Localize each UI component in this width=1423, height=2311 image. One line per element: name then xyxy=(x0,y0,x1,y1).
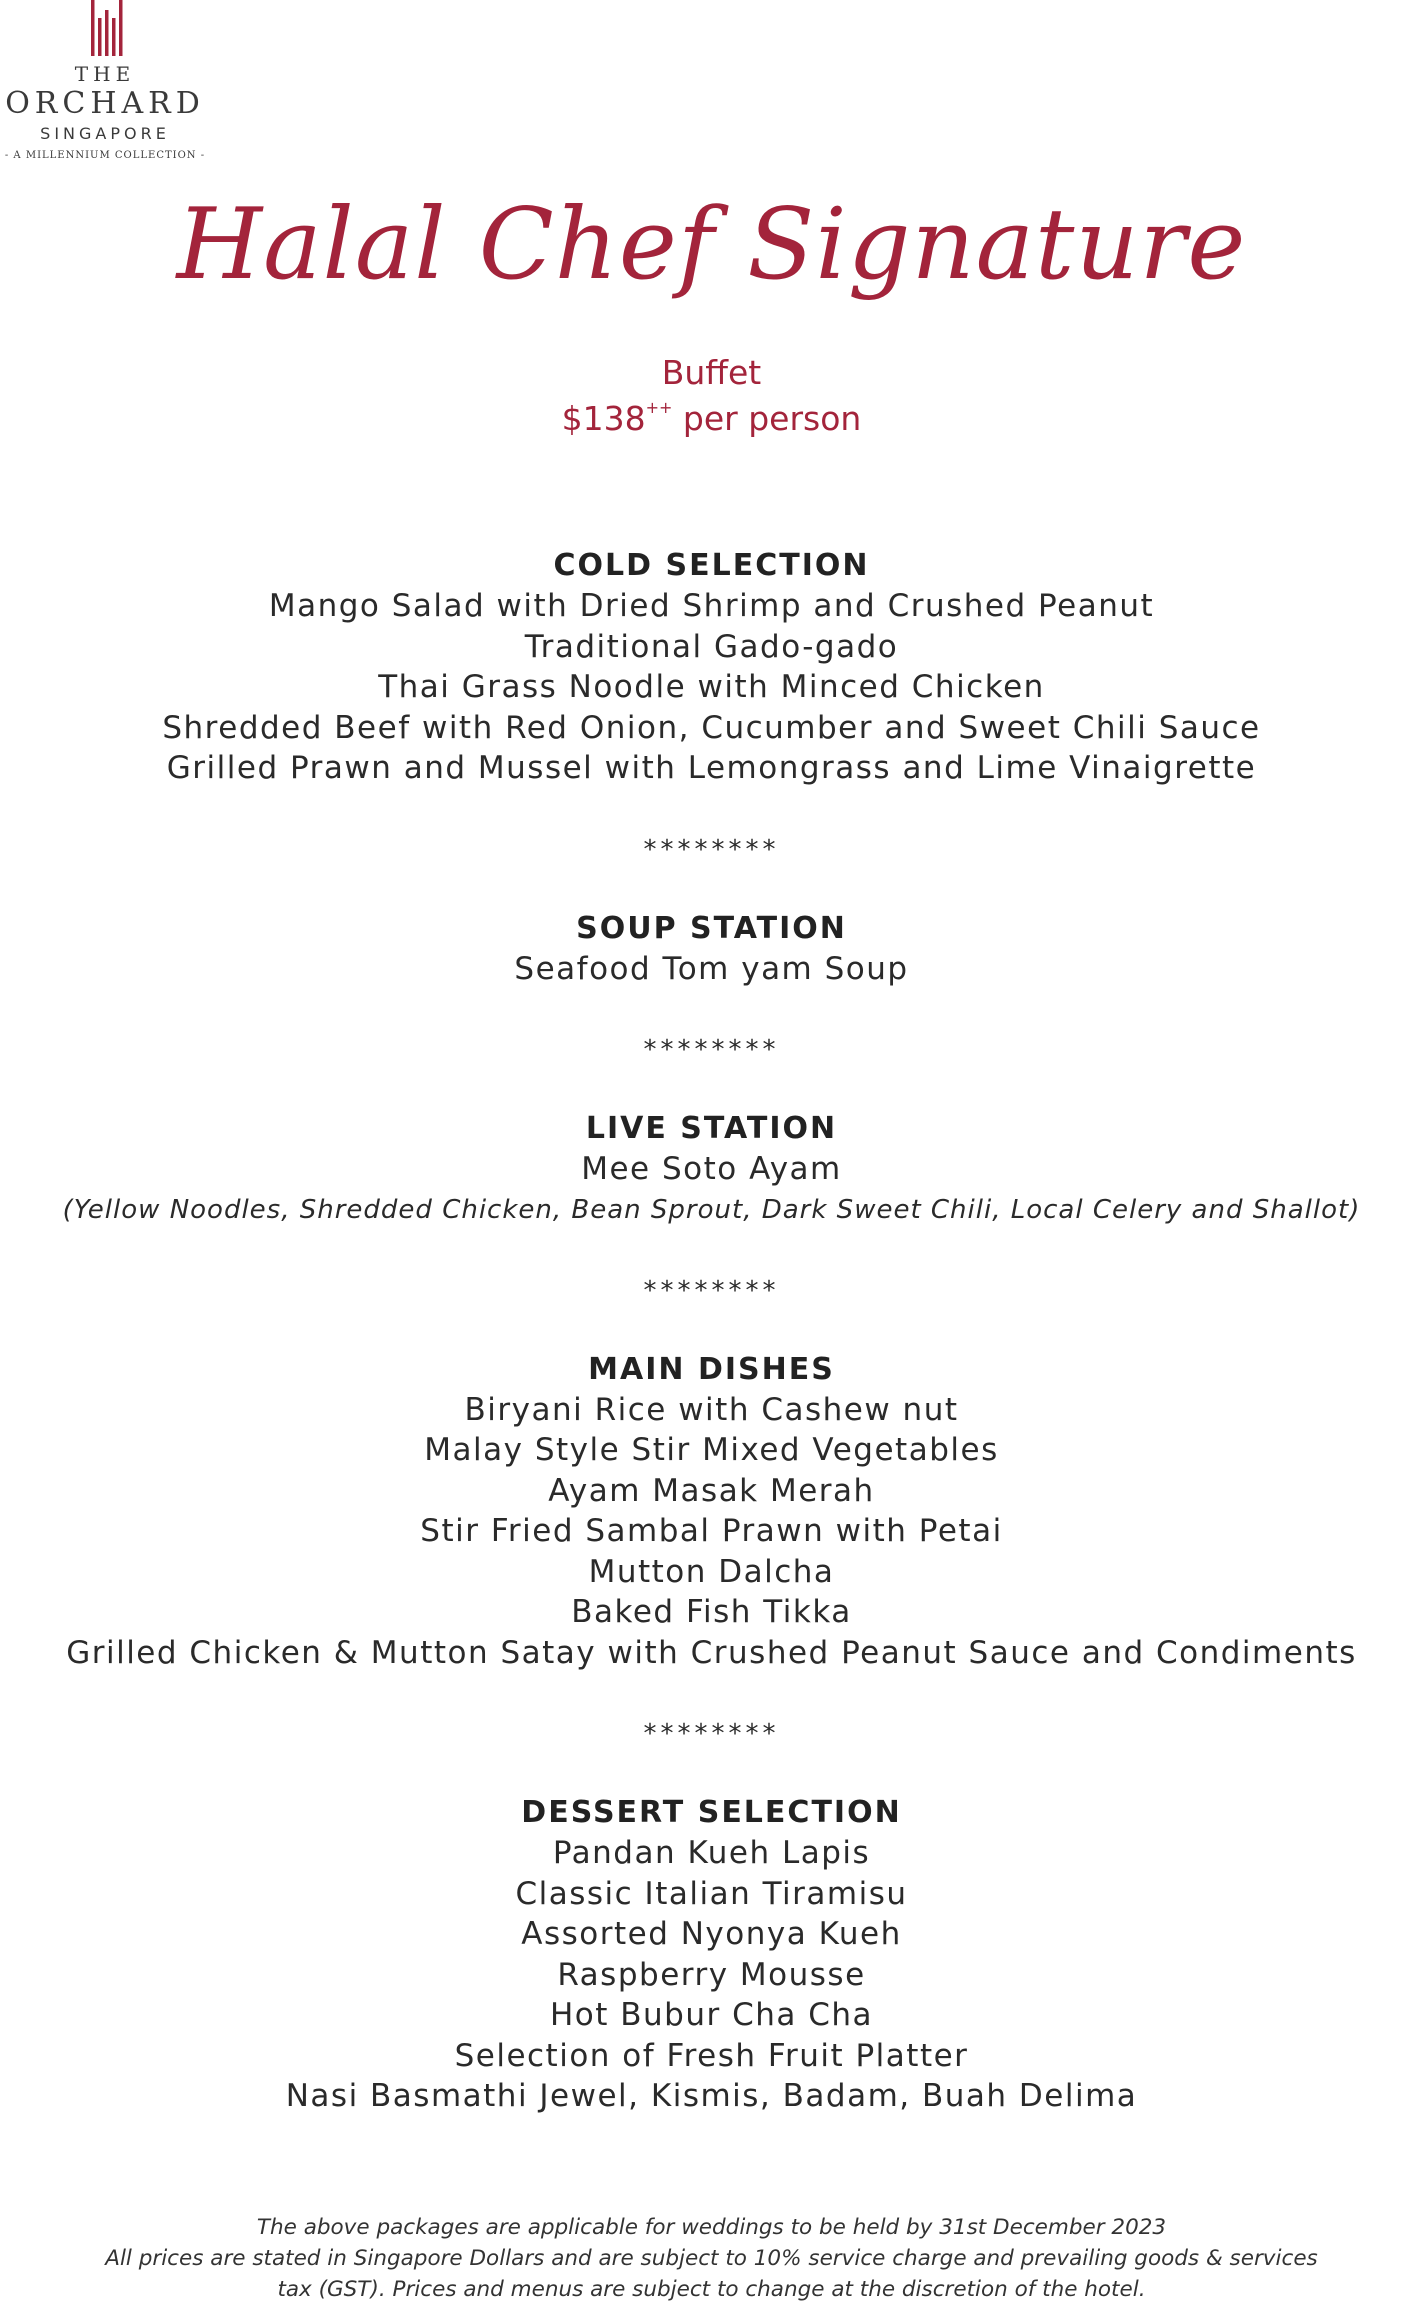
logo-name: ORCHARD xyxy=(5,86,205,121)
menu-item: Selection of Fresh Fruit Platter xyxy=(454,2037,969,2074)
price-line xyxy=(0,396,1423,442)
menu-item: Mutton Dalcha xyxy=(588,1553,835,1590)
separator: ******** xyxy=(643,1719,780,1749)
logo-the: THE xyxy=(74,62,136,86)
section-title: DESSERT SELECTION xyxy=(521,1795,902,1830)
menu-item: Ayam Masak Merah xyxy=(548,1472,875,1509)
menu-item: Mee Soto Ayam xyxy=(581,1151,842,1187)
logo-city: SINGAPORE xyxy=(40,124,170,143)
menu-item: Nasi Basmathi Jewel, Kismis, Badam, Buah Delima xyxy=(285,2078,1138,2114)
page-title: Halal Chef Signature xyxy=(176,188,1247,302)
menu-item: Seafood Tom yam Soup xyxy=(514,950,909,987)
menu-item: Raspberry Mousse xyxy=(557,1956,866,1993)
separator: ******** xyxy=(643,1035,780,1065)
menu-item: Grilled Prawn and Mussel with Lemongrass and Lime Vinaigrette xyxy=(166,750,1257,786)
price-value: $138 xyxy=(561,399,646,438)
separator: ******** xyxy=(643,834,780,865)
price-block xyxy=(0,350,1423,442)
logo-collection: - A MILLENNIUM COLLECTION - xyxy=(4,150,206,161)
footer-terms xyxy=(0,2212,1423,2305)
menu-item: Stir Fried Sambal Prawn with Petai xyxy=(420,1513,1003,1549)
menu-item: Shredded Beef with Red Onion, Cucumber and Sweet Chili Sauce xyxy=(162,709,1261,746)
menu xyxy=(0,546,1423,2117)
menu-item: Traditional Gado-gado xyxy=(524,628,899,665)
price-suffix: ++ xyxy=(645,398,673,417)
footer-line: All prices are stated in Singapore Dollars and are subject to 10% service charge and prevailing goods & services xyxy=(105,2246,1318,2271)
menu-item: Hot Bubur Cha Cha xyxy=(549,1997,874,2033)
footer-line: tax (GST). Prices and menus are subject to change at the discretion of the hotel. xyxy=(277,2277,1146,2302)
section-title: COLD SELECTION xyxy=(553,548,870,583)
menu-item: Mango Salad with Dried Shrimp and Crushed Peanut xyxy=(268,588,1155,624)
menu-item: Classic Italian Tiramisu xyxy=(515,1875,908,1912)
section-dessert-selection xyxy=(0,1793,1423,2117)
section-cold-selection xyxy=(0,546,1423,789)
separator: ******** xyxy=(643,1275,780,1306)
section-title: MAIN DISHES xyxy=(588,1351,835,1387)
hotel-logo xyxy=(0,0,210,166)
footer-line: The above packages are applicable for weddings to be held by 31st December 2023 xyxy=(256,2215,1167,2240)
menu-item: Baked Fish Tikka xyxy=(571,1594,852,1630)
section-title: LIVE STATION xyxy=(585,1111,838,1146)
section-main-dishes xyxy=(0,1350,1423,1674)
section-live-station xyxy=(0,1109,1423,1230)
menu-item: Assorted Nyonya Kueh xyxy=(521,1916,902,1952)
buffet-label: Buffet xyxy=(661,353,762,392)
section-soup-station xyxy=(0,909,1423,990)
price-per: per person xyxy=(682,399,862,438)
menu-item: Pandan Kueh Lapis xyxy=(552,1835,871,1871)
section-title: SOUP STATION xyxy=(576,910,847,946)
menu-item: Grilled Chicken & Mutton Satay with Crushed Peanut Sauce and Condiments xyxy=(66,1634,1357,1671)
menu-item: Thai Grass Noodle with Minced Chicken xyxy=(378,669,1045,705)
orchard-logo-icon xyxy=(75,0,135,58)
menu-item: Biryani Rice with Cashew nut xyxy=(464,1391,959,1428)
menu-item-note: (Yellow Noodles, Shredded Chicken, Bean Sprout, Dark Sweet Chili, Local Celery and Shallot) xyxy=(62,1194,1361,1225)
menu-item: Malay Style Stir Mixed Vegetables xyxy=(424,1432,999,1468)
